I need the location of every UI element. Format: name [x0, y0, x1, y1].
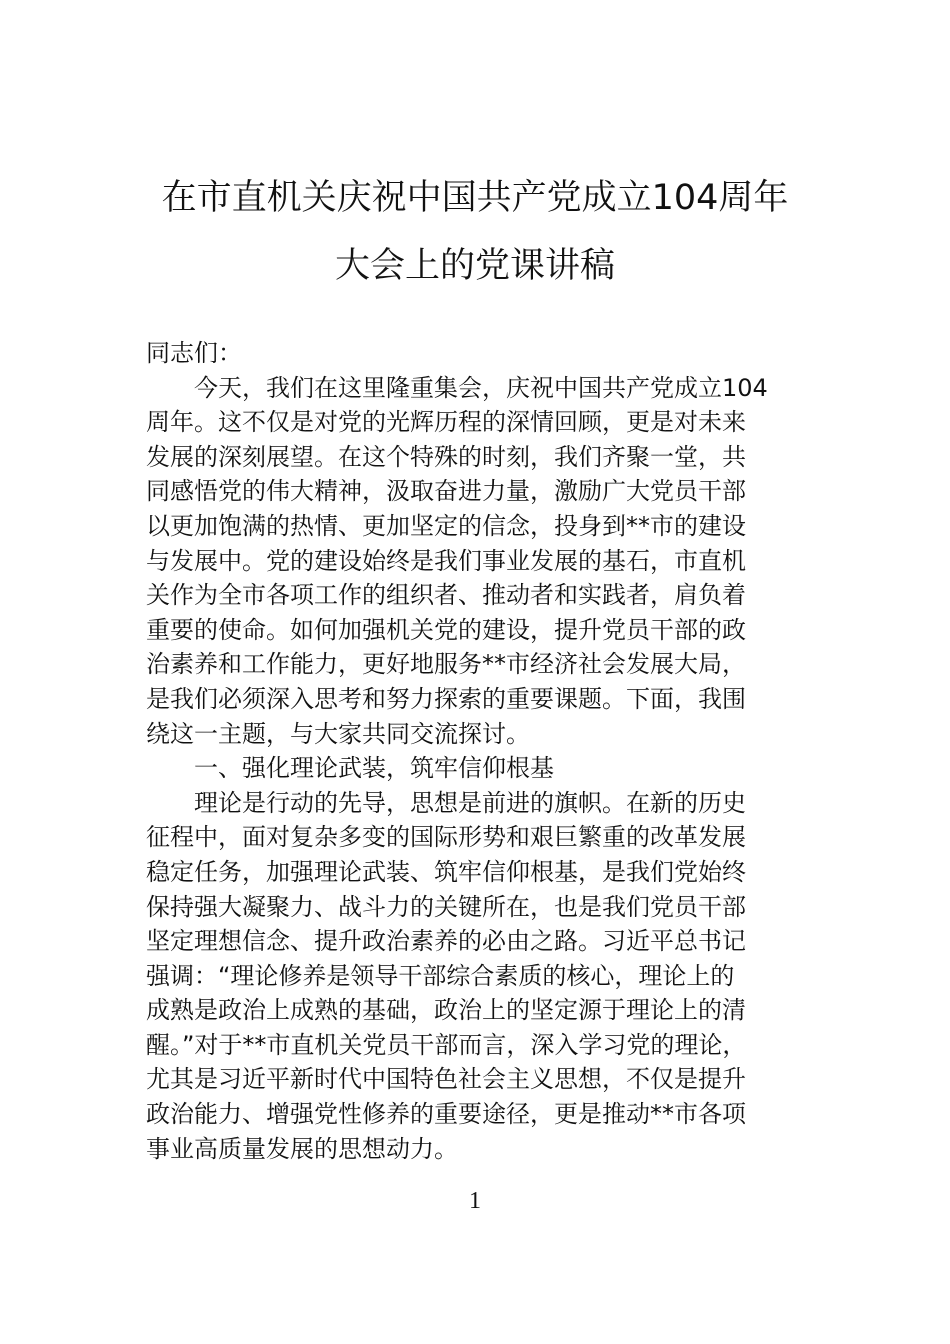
body-text-line: 重要的使命。如何加强机关党的建设，提升党员干部的政 — [146, 615, 746, 644]
body-text-line: 一、强化理论武装，筑牢信仰根基 — [194, 754, 554, 783]
document-title-line-2: 大会上的党课讲稿 — [334, 246, 615, 286]
page-number: 1 — [469, 1188, 481, 1214]
body-text-line: 是我们必须深入思考和努力探索的重要课题。下面，我围 — [146, 684, 746, 713]
body-text-line: 以更加饱满的热情、更加坚定的信念，投身到**市的建设 — [146, 511, 746, 540]
body-text-line: 稳定任务，加强理论武装、筑牢信仰根基，是我们党始终 — [146, 857, 746, 886]
body-text-line: 事业高质量发展的思想动力。 — [146, 1134, 458, 1163]
body-text-line: 与发展中。党的建设始终是我们事业发展的基石，市直机 — [146, 546, 746, 575]
body-text-line: 周年。这不仅是对党的光辉历程的深情回顾，更是对未来 — [146, 408, 746, 437]
document-title-line-1: 在市直机关庆祝中国共产党成立104周年 — [161, 178, 789, 218]
body-text-line: 坚定理想信念、提升政治素养的必由之路。习近平总书记 — [146, 927, 746, 956]
body-text-line: 发展的深刻展望。在这个特殊的时刻，我们齐聚一堂，共 — [146, 442, 746, 471]
document-body — [146, 336, 816, 1166]
body-text-line: 同志们： — [146, 339, 242, 367]
body-text-line: 关作为全市各项工作的组织者、推动者和实践者，肩负着 — [146, 581, 746, 610]
body-text-line: 理论是行动的先导，思想是前进的旗帜。在新的历史 — [194, 788, 746, 817]
body-text-line: 尤其是习近平新时代中国特色社会主义思想，不仅是提升 — [146, 1065, 746, 1094]
body-text-line: 政治能力、增强党性修养的重要途径，更是推动**市各项 — [146, 1100, 746, 1129]
body-text-line: 保持强大凝聚力、战斗力的关键所在，也是我们党员干部 — [146, 892, 746, 921]
body-text-line: 同感悟党的伟大精神，汲取奋进力量，激励广大党员干部 — [146, 477, 746, 506]
body-text-line: 成熟是政治上成熟的基础，政治上的坚定源于理论上的清 — [146, 996, 746, 1025]
body-text-line: 强调：“理论修养是领导干部综合素质的核心，理论上的 — [146, 961, 735, 990]
body-text-line: 治素养和工作能力，更好地服务**市经济社会发展大局， — [146, 650, 746, 679]
body-text-line: 征程中，面对复杂多变的国际形势和艰巨繁重的改革发展 — [146, 823, 746, 852]
body-text-line: 绕这一主题，与大家共同交流探讨。 — [146, 719, 530, 748]
body-text-line: 今天，我们在这里隆重集会，庆祝中国共产党成立104 — [194, 373, 768, 402]
body-text-line: 醒。”对于**市直机关党员干部而言，深入学习党的理论， — [146, 1030, 747, 1059]
